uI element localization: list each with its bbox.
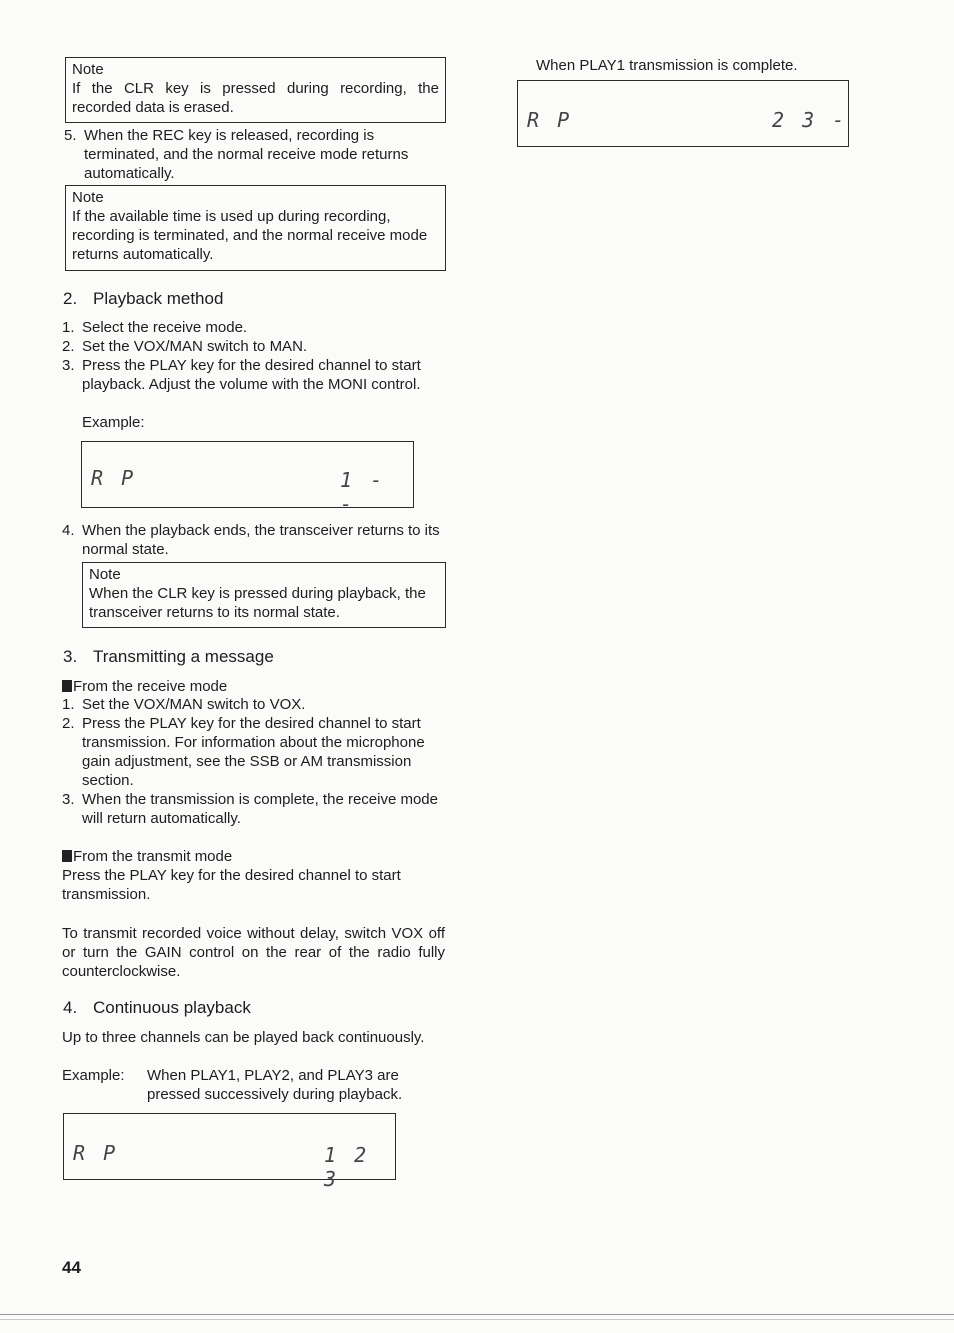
section-heading-continuous: 4. Continuous playback [63,998,251,1017]
step-number: 5. [64,127,77,144]
note-available-time [65,185,446,271]
note-text: When the CLR key is pressed during playback, the transceiver returns to its normal state. [89,585,426,621]
paragraph-continuous: Up to three channels can be played back continuously. [62,1029,425,1046]
lcd-right-text: 1 - - [340,468,386,516]
note-line: If the CLR key is pressed during recording, the [72,80,439,97]
section-heading-transmitting: 3. Transmitting a message [63,647,274,666]
note-text: If the available time is used up during recording, recording is terminated, and the normal receive mode returns automatically. [72,208,428,263]
lcd-right-text: 2 3 - [772,108,848,132]
note-line: recorded data is erased. [72,99,234,116]
lcd-display-continuous [63,1113,396,1191]
note-title: Note [72,189,104,206]
lcd-left-text: R P [73,1141,119,1165]
subheading-receive-mode: From the receive mode [62,677,227,696]
note-title: Note [72,61,104,78]
playback-step-4 [62,521,445,559]
section-number: 2. [63,289,78,308]
list-item: 1. Select the receive mode. [62,319,248,336]
section-title: Playback method [93,289,224,308]
example-text: pressed successively during playback. [147,1086,403,1103]
transmit-steps [62,695,445,828]
square-bullet-icon [62,850,72,862]
list-item: 1. Set the VOX/MAN switch to VOX. [62,696,306,713]
note-title: Note [89,566,121,583]
lcd-left-text: R P [91,466,137,490]
page-number: 44 [62,1258,81,1277]
example-label: Example: [62,1067,125,1084]
paragraph-transmit-mode: Press the PLAY key for the desired channel to start transmission. [62,867,401,903]
list-item: 2. Set the VOX/MAN switch to MAN. [62,338,308,355]
display-caption: When PLAY1 transmission is complete. [536,57,798,74]
list-item: 2. Press the PLAY key for the desired channel to start transmission. For information about the microphone gain adjustment, see the SSB or AM transmission section. [62,715,425,789]
lcd-display-playback [81,441,414,516]
playback-steps [62,318,445,394]
list-item: 4. When the playback ends, the transceiver returns to its normal state. [62,522,440,558]
list-item: 3. Press the PLAY key for the desired channel to start playback. Adjust the volume with the MONI control. [62,357,421,393]
recording-step-5 [64,126,445,183]
lcd-display-play1-complete [517,80,849,147]
note-playback-clr [82,562,446,628]
lcd-right-text: 1 2 3 [324,1143,370,1191]
example-label: Example: [82,414,145,431]
list-item [64,126,445,183]
page-bottom-edge [0,1319,954,1320]
section-title: Transmitting a message [93,647,274,666]
subheading-transmit-mode: From the transmit mode [62,847,232,866]
list-item: 3. When the transmission is complete, the receive mode will return automatically. [62,791,438,827]
square-bullet-icon [62,680,72,692]
example-text: When PLAY1, PLAY2, and PLAY3 are [147,1067,399,1084]
section-title: Continuous playback [93,998,251,1017]
note-recording-clr [65,57,446,123]
section-heading-playback [63,289,223,309]
step-text: When the REC key is released, recording is terminated, and the normal receive mode returns automatically. [84,127,409,182]
page-bottom-edge [0,1314,954,1315]
lcd-left-text: R P [527,108,573,132]
paragraph-vox-off: To transmit recorded voice without delay, switch VOX off or turn the GAIN control on the rear of the radio fully counterclockwise. [62,925,445,980]
